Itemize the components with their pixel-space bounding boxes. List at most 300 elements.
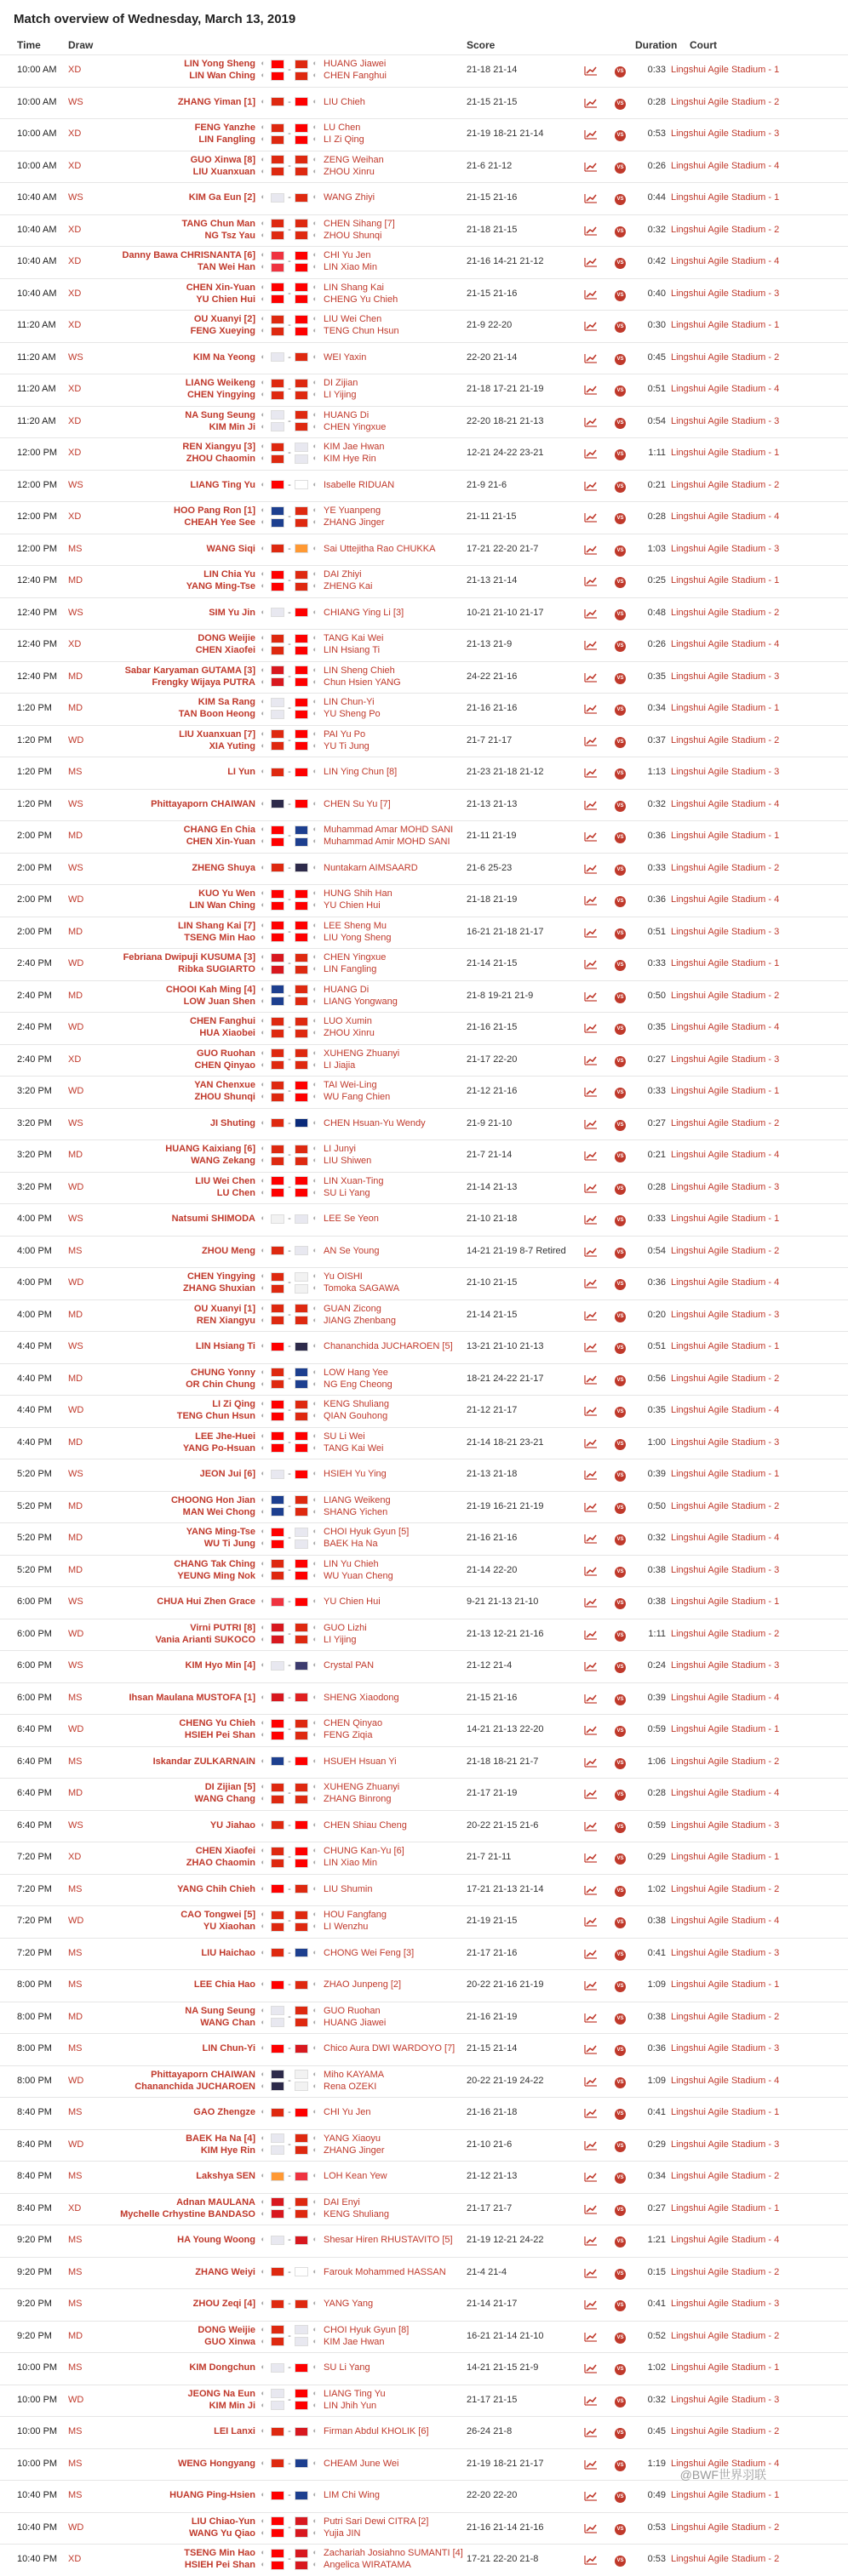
match-draw[interactable]: XD	[68, 415, 82, 426]
home-player-link[interactable]: CHOONG Hon Jian	[170, 1494, 255, 1505]
home-player-link[interactable]: WANG Zekang	[191, 1156, 255, 1166]
h2h-icon[interactable]: VS	[615, 2012, 628, 2025]
away-player-link[interactable]: LIU Yong Sheng	[324, 932, 392, 943]
away-player-link[interactable]: HSIEH Yu Ying	[324, 1469, 387, 1480]
court-link[interactable]: Lingshui Agile Stadium - 1	[671, 1469, 780, 1480]
court-link[interactable]: Lingshui Agile Stadium - 4	[671, 1692, 780, 1703]
away-player-link[interactable]: CHI Yu Jen	[324, 250, 371, 260]
home-player-link[interactable]: DONG Weijie	[198, 2324, 255, 2335]
court-link[interactable]: Lingshui Agile Stadium - 3	[671, 1309, 780, 1320]
court-link[interactable]: Lingshui Agile Stadium - 2	[671, 2522, 780, 2533]
h2h-icon[interactable]: VS	[615, 448, 628, 460]
match-draw[interactable]: WS	[68, 351, 83, 363]
stats-chart-icon[interactable]	[584, 1278, 601, 1291]
match-draw[interactable]: XD	[68, 448, 82, 459]
home-player-link[interactable]: KIM Hyo Min [4]	[185, 1660, 255, 1671]
home-player-link[interactable]: TAN Boon Heong	[178, 709, 255, 719]
h2h-icon[interactable]: VS	[615, 958, 628, 971]
stats-chart-icon[interactable]	[584, 1980, 601, 1993]
home-player-link[interactable]: YANG Po-Hsuan	[182, 1442, 255, 1454]
home-player-link[interactable]: MAN Wei Chong	[182, 1506, 255, 1517]
court-link[interactable]: Lingshui Agile Stadium - 2	[671, 1756, 780, 1767]
home-player-link[interactable]: ZHANG Shuxian	[183, 1283, 255, 1294]
stats-chart-icon[interactable]	[584, 1023, 601, 1036]
away-player-link[interactable]: Isabelle RIDUAN	[324, 479, 395, 490]
home-player-link[interactable]: KIM Min Ji	[209, 2400, 255, 2411]
home-player-link[interactable]: Danny Bawa CHRISNANTA [6]	[122, 250, 255, 260]
h2h-icon[interactable]: VS	[615, 480, 628, 493]
court-link[interactable]: Lingshui Agile Stadium - 3	[671, 1819, 780, 1831]
stats-chart-icon[interactable]	[584, 1183, 601, 1196]
stats-chart-icon[interactable]	[584, 895, 601, 908]
home-player-link[interactable]: REN Xiangyu	[196, 1315, 255, 1326]
match-draw[interactable]: MS	[68, 1883, 83, 1894]
match-draw[interactable]: WD	[68, 1086, 84, 1097]
away-player-link[interactable]: Putri Sari Dewi CITRA [2]	[324, 2516, 429, 2527]
court-link[interactable]: Lingshui Agile Stadium - 4	[671, 2458, 780, 2469]
court-link[interactable]: Lingshui Agile Stadium - 1	[671, 448, 780, 459]
home-player-link[interactable]: HUANG Ping-Hsien	[169, 2490, 255, 2501]
stats-chart-icon[interactable]	[584, 2491, 601, 2504]
away-player-link[interactable]: YE Yuanpeng	[324, 505, 381, 516]
away-player-link[interactable]: Rena OZEKI	[324, 2081, 377, 2092]
court-link[interactable]: Lingshui Agile Stadium - 3	[671, 2139, 780, 2150]
h2h-icon[interactable]: VS	[615, 927, 628, 940]
home-player-link[interactable]: WANG Yu Qiao	[188, 2527, 255, 2539]
home-player-link[interactable]: TAN Wei Han	[197, 262, 255, 272]
home-player-link[interactable]: TSENG Min Hao	[184, 932, 255, 943]
home-player-link[interactable]: YU Xiaohan	[203, 1922, 255, 1932]
away-player-link[interactable]: Firman Abdul KHOLIK [6]	[324, 2426, 429, 2437]
court-link[interactable]: Lingshui Agile Stadium - 2	[671, 862, 780, 873]
home-player-link[interactable]: SIM Yu Jin	[209, 607, 255, 618]
away-player-link[interactable]: CHEAM June Wei	[324, 2458, 399, 2469]
stats-chart-icon[interactable]	[584, 704, 601, 717]
court-link[interactable]: Lingshui Agile Stadium - 1	[671, 320, 780, 331]
stats-chart-icon[interactable]	[584, 1087, 601, 1100]
court-link[interactable]: Lingshui Agile Stadium - 2	[671, 1373, 780, 1384]
home-player-link[interactable]: LEI Lanxi	[214, 2426, 255, 2437]
court-link[interactable]: Lingshui Agile Stadium - 3	[671, 671, 780, 682]
away-player-link[interactable]: YANG Xiaoyu	[324, 2133, 381, 2144]
court-link[interactable]: Lingshui Agile Stadium - 3	[671, 129, 780, 140]
home-player-link[interactable]: Mychelle Crhystine BANDASO	[120, 2208, 255, 2219]
court-link[interactable]: Lingshui Agile Stadium - 3	[671, 767, 780, 778]
stats-chart-icon[interactable]	[584, 864, 601, 877]
away-player-link[interactable]: CHEN Qinyao	[324, 1718, 383, 1728]
home-player-link[interactable]: NG Tsz Yau	[204, 230, 255, 241]
match-draw[interactable]: XD	[68, 2202, 82, 2213]
h2h-icon[interactable]: VS	[615, 1310, 628, 1322]
stats-chart-icon[interactable]	[584, 2427, 601, 2440]
court-link[interactable]: Lingshui Agile Stadium - 4	[671, 1277, 780, 1288]
court-link[interactable]: Lingshui Agile Stadium - 2	[671, 2266, 780, 2277]
away-player-link[interactable]: LIM Chi Wing	[324, 2490, 381, 2501]
home-player-link[interactable]: YANG Chih Chieh	[177, 1883, 255, 1894]
home-player-link[interactable]: DONG Weijie	[198, 633, 255, 643]
stats-chart-icon[interactable]	[584, 1694, 601, 1706]
away-player-link[interactable]: KIM Jae Hwan	[324, 442, 385, 452]
h2h-icon[interactable]: VS	[615, 2459, 628, 2471]
home-player-link[interactable]: CHEN Xin-Yuan	[186, 282, 255, 293]
court-link[interactable]: Lingshui Agile Stadium - 3	[671, 1054, 780, 1065]
home-player-link[interactable]: CHEN Xiaofei	[195, 645, 255, 655]
home-player-link[interactable]: GUO Xinwa [8]	[190, 154, 255, 165]
away-player-link[interactable]: SU Li Yang	[324, 1187, 370, 1198]
stats-chart-icon[interactable]	[584, 736, 601, 749]
home-player-link[interactable]: CHUA Hui Zhen Grace	[157, 1596, 255, 1608]
away-player-link[interactable]: ZHANG Jinger	[324, 517, 385, 528]
court-link[interactable]: Lingshui Agile Stadium - 1	[671, 2362, 780, 2373]
match-draw[interactable]: WD	[68, 1628, 84, 1639]
away-player-link[interactable]: LU Chen	[324, 123, 361, 133]
home-player-link[interactable]: TSENG Min Hao	[184, 2548, 255, 2558]
court-link[interactable]: Lingshui Agile Stadium - 4	[671, 384, 780, 395]
home-player-link[interactable]: ZHOU Shunqi	[194, 1092, 255, 1102]
match-draw[interactable]: MD	[68, 1309, 83, 1320]
away-player-link[interactable]: ZENG Weihan	[324, 154, 384, 165]
h2h-icon[interactable]: VS	[615, 2426, 628, 2439]
home-player-link[interactable]: YANG Ming-Tse	[186, 1527, 255, 1537]
h2h-icon[interactable]: VS	[615, 129, 628, 141]
h2h-icon[interactable]: VS	[615, 1022, 628, 1035]
court-link[interactable]: Lingshui Agile Stadium - 4	[671, 1788, 780, 1799]
stats-chart-icon[interactable]	[584, 1566, 601, 1579]
stats-chart-icon[interactable]	[584, 1055, 601, 1068]
match-draw[interactable]: WS	[68, 96, 83, 107]
away-player-link[interactable]: TENG Chun Hsun	[324, 326, 399, 336]
h2h-icon[interactable]: VS	[615, 2043, 628, 2056]
home-player-link[interactable]: Frengky Wijaya PUTRA	[152, 677, 255, 688]
home-player-link[interactable]: ZHAO Chaomin	[186, 1858, 255, 1868]
home-player-link[interactable]: HA Young Woong	[177, 2235, 255, 2246]
home-player-link[interactable]: LIU Chiao-Yun	[191, 2516, 255, 2527]
away-player-link[interactable]: CHIANG Ying Li [3]	[324, 607, 404, 618]
h2h-icon[interactable]: VS	[615, 991, 628, 1003]
match-draw[interactable]: XD	[68, 129, 82, 140]
home-player-link[interactable]: YANG Ming-Tse	[186, 581, 255, 591]
h2h-icon[interactable]: VS	[615, 225, 628, 237]
match-draw[interactable]: WD	[68, 1181, 84, 1192]
away-player-link[interactable]: LIANG Ting Yu	[324, 2388, 386, 2399]
match-draw[interactable]: MS	[68, 1245, 83, 1256]
home-player-link[interactable]: HUANG Kaixiang [6]	[165, 1144, 255, 1154]
court-link[interactable]: Lingshui Agile Stadium - 1	[671, 703, 780, 714]
away-player-link[interactable]: LIN Xuan-Ting	[324, 1175, 384, 1186]
home-player-link[interactable]: CHEN Xin-Yuan	[186, 837, 255, 847]
home-player-link[interactable]: Sabar Karyaman GUTAMA [3]	[124, 665, 255, 676]
home-player-link[interactable]: Phittayaporn CHAIWAN	[151, 798, 255, 809]
h2h-icon[interactable]: VS	[615, 1629, 628, 1642]
home-player-link[interactable]: ZHANG Yiman [1]	[177, 96, 255, 107]
away-player-link[interactable]: TANG Kai Wei	[324, 633, 384, 643]
stats-chart-icon[interactable]	[584, 2236, 601, 2248]
home-player-link[interactable]: CHUNG Yonny	[191, 1367, 255, 1378]
away-player-link[interactable]: CHONG Wei Feng [3]	[324, 1947, 415, 1958]
h2h-icon[interactable]: VS	[615, 256, 628, 269]
home-player-link[interactable]: HSIEH Pei Shan	[184, 2560, 255, 2570]
home-player-link[interactable]: WANG Siqi	[206, 543, 255, 554]
stats-chart-icon[interactable]	[584, 1151, 601, 1163]
court-link[interactable]: Lingshui Agile Stadium - 2	[671, 1883, 780, 1894]
stats-chart-icon[interactable]	[584, 800, 601, 813]
stats-chart-icon[interactable]	[584, 1916, 601, 1929]
away-player-link[interactable]: CHENG Yu Chieh	[324, 294, 398, 305]
away-player-link[interactable]: XUHENG Zhuanyi	[324, 1048, 400, 1059]
stats-chart-icon[interactable]	[584, 417, 601, 430]
match-draw[interactable]: WD	[68, 1916, 84, 1927]
away-player-link[interactable]: HUNG Shih Han	[324, 888, 392, 899]
match-draw[interactable]: WD	[68, 1022, 84, 1033]
stats-chart-icon[interactable]	[584, 1502, 601, 1515]
h2h-icon[interactable]: VS	[615, 2490, 628, 2503]
match-draw[interactable]: MS	[68, 1692, 83, 1703]
court-link[interactable]: Lingshui Agile Stadium - 2	[671, 2330, 780, 2341]
away-player-link[interactable]: BAEK Ha Na	[324, 1539, 378, 1549]
h2h-icon[interactable]: VS	[615, 1565, 628, 1578]
stats-chart-icon[interactable]	[584, 1789, 601, 1802]
match-draw[interactable]: MD	[68, 831, 83, 842]
stats-chart-icon[interactable]	[584, 1214, 601, 1227]
home-player-link[interactable]: Ihsan Maulana MUSTOFA [1]	[129, 1692, 255, 1703]
stats-chart-icon[interactable]	[584, 2555, 601, 2567]
h2h-icon[interactable]: VS	[615, 320, 628, 333]
home-player-link[interactable]: LIN Yong Sheng	[184, 59, 255, 69]
court-link[interactable]: Lingshui Agile Stadium - 3	[671, 288, 780, 299]
court-link[interactable]: Lingshui Agile Stadium - 2	[671, 2426, 780, 2437]
away-player-link[interactable]: WANG Zhiyi	[324, 192, 375, 203]
away-player-link[interactable]: NG Eng Cheong	[324, 1379, 392, 1390]
home-player-link[interactable]: Phittayaporn CHAIWAN	[151, 2069, 255, 2080]
home-player-link[interactable]: REN Xiangyu [3]	[182, 442, 255, 452]
home-player-link[interactable]: CHOOI Kah Ming [4]	[165, 984, 255, 995]
away-player-link[interactable]: Zachariah Josiahno SUMANTI [4]	[324, 2548, 463, 2558]
match-draw[interactable]: WS	[68, 192, 83, 203]
home-player-link[interactable]: CHANG Tak Ching	[174, 1558, 255, 1569]
h2h-icon[interactable]: VS	[615, 192, 628, 205]
court-link[interactable]: Lingshui Agile Stadium - 3	[671, 543, 780, 554]
away-player-link[interactable]: PAI Yu Po	[324, 728, 366, 740]
match-draw[interactable]: WS	[68, 862, 83, 873]
away-player-link[interactable]: ZHOU Xinru	[324, 1028, 375, 1038]
home-player-link[interactable]: Lakshya SEN	[196, 2171, 255, 2182]
away-player-link[interactable]: DAI Zhiyi	[324, 569, 362, 580]
away-player-link[interactable]: HUANG Di	[324, 984, 370, 995]
court-link[interactable]: Lingshui Agile Stadium - 3	[671, 2394, 780, 2405]
home-player-link[interactable]: LIN Wan Ching	[189, 71, 255, 81]
home-player-link[interactable]: CAO Tongwei [5]	[180, 1910, 255, 1920]
away-player-link[interactable]: SHANG Yichen	[324, 1506, 388, 1517]
away-player-link[interactable]: CHEN Yingxue	[324, 952, 387, 962]
away-player-link[interactable]: LI Yijing	[324, 390, 357, 400]
home-player-link[interactable]: ZHENG Shuya	[192, 862, 255, 873]
stats-chart-icon[interactable]	[584, 1470, 601, 1482]
court-link[interactable]: Lingshui Agile Stadium - 3	[671, 1181, 780, 1192]
away-player-link[interactable]: LIN Sheng Chieh	[324, 665, 395, 676]
h2h-icon[interactable]: VS	[615, 1533, 628, 1545]
h2h-icon[interactable]: VS	[615, 2235, 628, 2248]
match-draw[interactable]: WS	[68, 607, 83, 618]
stats-chart-icon[interactable]	[584, 1853, 601, 1865]
court-link[interactable]: Lingshui Agile Stadium - 2	[671, 224, 780, 235]
stats-chart-icon[interactable]	[584, 1534, 601, 1546]
match-draw[interactable]: MD	[68, 1564, 83, 1575]
match-draw[interactable]: WD	[68, 2522, 84, 2533]
stats-chart-icon[interactable]	[584, 1725, 601, 1738]
away-player-link[interactable]: CHOI Hyuk Gyun [8]	[324, 2324, 410, 2335]
home-player-link[interactable]: LIN Wan Ching	[189, 900, 255, 911]
home-player-link[interactable]: GUO Xinwa	[204, 2336, 255, 2347]
stats-chart-icon[interactable]	[584, 608, 601, 621]
stats-chart-icon[interactable]	[584, 1821, 601, 1834]
home-player-link[interactable]: GAO Zhengze	[193, 2107, 255, 2118]
home-player-link[interactable]: KIM Dongchun	[189, 2362, 255, 2373]
home-player-link[interactable]: JEON Jui [6]	[199, 1469, 255, 1480]
away-player-link[interactable]: Chun Hsien YANG	[324, 677, 401, 688]
home-player-link[interactable]: CHEN Xiaofei	[195, 1846, 255, 1856]
h2h-icon[interactable]: VS	[615, 544, 628, 557]
match-draw[interactable]: MS	[68, 2299, 83, 2310]
match-draw[interactable]: XD	[68, 320, 82, 331]
stats-chart-icon[interactable]	[584, 2523, 601, 2536]
court-link[interactable]: Lingshui Agile Stadium - 4	[671, 639, 780, 650]
home-player-link[interactable]: ZHOU Zeqi [4]	[192, 2299, 255, 2310]
away-player-link[interactable]: LEE Sheng Mu	[324, 920, 387, 931]
stats-chart-icon[interactable]	[584, 321, 601, 334]
away-player-link[interactable]: SU Li Wei	[324, 1431, 365, 1442]
h2h-icon[interactable]: VS	[615, 2362, 628, 2375]
match-draw[interactable]: XD	[68, 511, 82, 523]
away-player-link[interactable]: LI Junyi	[324, 1144, 356, 1154]
home-player-link[interactable]: YU Jiahao	[209, 1819, 255, 1831]
match-draw[interactable]: XD	[68, 639, 82, 650]
match-draw[interactable]: XD	[68, 1852, 82, 1863]
away-player-link[interactable]: Crystal PAN	[324, 1660, 375, 1671]
h2h-icon[interactable]: VS	[615, 384, 628, 397]
match-draw[interactable]: WS	[68, 479, 83, 490]
h2h-icon[interactable]: VS	[615, 1277, 628, 1290]
match-draw[interactable]: WD	[68, 1405, 84, 1416]
court-link[interactable]: Lingshui Agile Stadium - 2	[671, 1500, 780, 1511]
away-player-link[interactable]: Chananchida JUCHAROEN [5]	[324, 1341, 453, 1352]
stats-chart-icon[interactable]	[584, 1247, 601, 1259]
stats-chart-icon[interactable]	[584, 1630, 601, 1642]
match-draw[interactable]: MS	[68, 2171, 83, 2182]
court-link[interactable]: Lingshui Agile Stadium - 1	[671, 1341, 780, 1352]
h2h-icon[interactable]: VS	[615, 288, 628, 301]
away-player-link[interactable]: LOW Hang Yee	[324, 1367, 388, 1378]
away-player-link[interactable]: LI Wenzhu	[324, 1922, 369, 1932]
h2h-icon[interactable]: VS	[615, 1596, 628, 1609]
home-player-link[interactable]: ZHOU Meng	[202, 1245, 255, 1256]
away-player-link[interactable]: GUAN Zicong	[324, 1303, 381, 1314]
away-player-link[interactable]: DI Zijian	[324, 378, 358, 388]
match-draw[interactable]: WD	[68, 1277, 84, 1288]
stats-chart-icon[interactable]	[584, 512, 601, 525]
away-player-link[interactable]: Yujia JIN	[324, 2527, 361, 2539]
match-draw[interactable]: WS	[68, 1214, 83, 1225]
court-link[interactable]: Lingshui Agile Stadium - 2	[671, 2171, 780, 2182]
home-player-link[interactable]: LEE Jhe-Huei	[195, 1431, 255, 1442]
home-player-link[interactable]: LIU Xuanxuan [7]	[179, 728, 255, 740]
stats-chart-icon[interactable]	[584, 193, 601, 206]
home-player-link[interactable]: LU Chen	[216, 1187, 255, 1198]
away-player-link[interactable]: LIANG Yongwang	[324, 996, 398, 1007]
match-draw[interactable]: MS	[68, 2235, 83, 2246]
away-player-link[interactable]: LI Jiajia	[324, 1060, 356, 1071]
stats-chart-icon[interactable]	[584, 2013, 601, 2025]
away-player-link[interactable]: AN Se Young	[324, 1245, 380, 1256]
court-link[interactable]: Lingshui Agile Stadium - 4	[671, 798, 780, 809]
court-link[interactable]: Lingshui Agile Stadium - 3	[671, 1947, 780, 1958]
away-player-link[interactable]: YU Chien Hui	[324, 1596, 381, 1608]
home-player-link[interactable]: LIANG Weikeng	[185, 378, 255, 388]
h2h-icon[interactable]: VS	[615, 799, 628, 812]
away-player-link[interactable]: LIU Shumin	[324, 1883, 373, 1894]
stats-chart-icon[interactable]	[584, 1949, 601, 1962]
stats-chart-icon[interactable]	[584, 385, 601, 397]
h2h-icon[interactable]: VS	[615, 2554, 628, 2567]
h2h-icon[interactable]: VS	[615, 1086, 628, 1099]
court-link[interactable]: Lingshui Agile Stadium - 4	[671, 256, 780, 267]
match-draw[interactable]: XD	[68, 256, 82, 267]
h2h-icon[interactable]: VS	[615, 1054, 628, 1067]
away-player-link[interactable]: CHEN Hsuan-Yu Wendy	[324, 1117, 426, 1128]
away-player-link[interactable]: SHENG Xiaodong	[324, 1692, 399, 1703]
stats-chart-icon[interactable]	[584, 2044, 601, 2057]
away-player-link[interactable]: ZHOU Xinru	[324, 166, 375, 177]
away-player-link[interactable]: Sai Uttejitha Rao CHUKKA	[324, 543, 436, 554]
match-draw[interactable]: MS	[68, 1756, 83, 1767]
away-player-link[interactable]: ZHENG Kai	[324, 581, 373, 591]
away-player-link[interactable]: GUO Lizhi	[324, 1622, 367, 1633]
court-link[interactable]: Lingshui Agile Stadium - 3	[671, 2299, 780, 2310]
court-link[interactable]: Lingshui Agile Stadium - 4	[671, 2075, 780, 2086]
away-player-link[interactable]: LI Yijing	[324, 1634, 357, 1645]
away-player-link[interactable]: LIN Ying Chun [8]	[324, 767, 398, 778]
match-draw[interactable]: MS	[68, 543, 83, 554]
home-player-link[interactable]: JI Shuting	[209, 1117, 255, 1128]
away-player-link[interactable]: LI Zi Qing	[324, 134, 364, 145]
match-draw[interactable]: MS	[68, 2458, 83, 2469]
away-player-link[interactable]: ZHOU Shunqi	[324, 230, 382, 241]
h2h-icon[interactable]: VS	[615, 767, 628, 780]
court-link[interactable]: Lingshui Agile Stadium - 4	[671, 160, 780, 171]
h2h-icon[interactable]: VS	[615, 2331, 628, 2344]
away-player-link[interactable]: KIM Jae Hwan	[324, 2336, 385, 2347]
stats-chart-icon[interactable]	[584, 2332, 601, 2345]
home-player-link[interactable]: KIM Na Yeong	[192, 351, 255, 363]
home-player-link[interactable]: LIU Haichao	[201, 1947, 255, 1958]
match-draw[interactable]: MS	[68, 767, 83, 778]
away-player-link[interactable]: WEI Yaxin	[324, 351, 367, 363]
h2h-icon[interactable]: VS	[615, 1374, 628, 1386]
court-link[interactable]: Lingshui Agile Stadium - 1	[671, 1214, 780, 1225]
match-draw[interactable]: MS	[68, 1979, 83, 1991]
stats-chart-icon[interactable]	[584, 2204, 601, 2217]
away-player-link[interactable]: Shesar Hiren RHUSTAVITO [5]	[324, 2235, 453, 2246]
match-draw[interactable]: MD	[68, 703, 83, 714]
away-player-link[interactable]: Miho KAYAMA	[324, 2069, 385, 2080]
away-player-link[interactable]: LIU Wei Chen	[324, 314, 382, 324]
match-draw[interactable]: WS	[68, 1117, 83, 1128]
stats-chart-icon[interactable]	[584, 2140, 601, 2153]
away-player-link[interactable]: LOH Kean Yew	[324, 2171, 387, 2182]
away-player-link[interactable]: ZHANG Jinger	[324, 2145, 385, 2156]
h2h-icon[interactable]: VS	[615, 1884, 628, 1897]
match-draw[interactable]: XD	[68, 2554, 82, 2565]
court-link[interactable]: Lingshui Agile Stadium - 1	[671, 2490, 780, 2501]
